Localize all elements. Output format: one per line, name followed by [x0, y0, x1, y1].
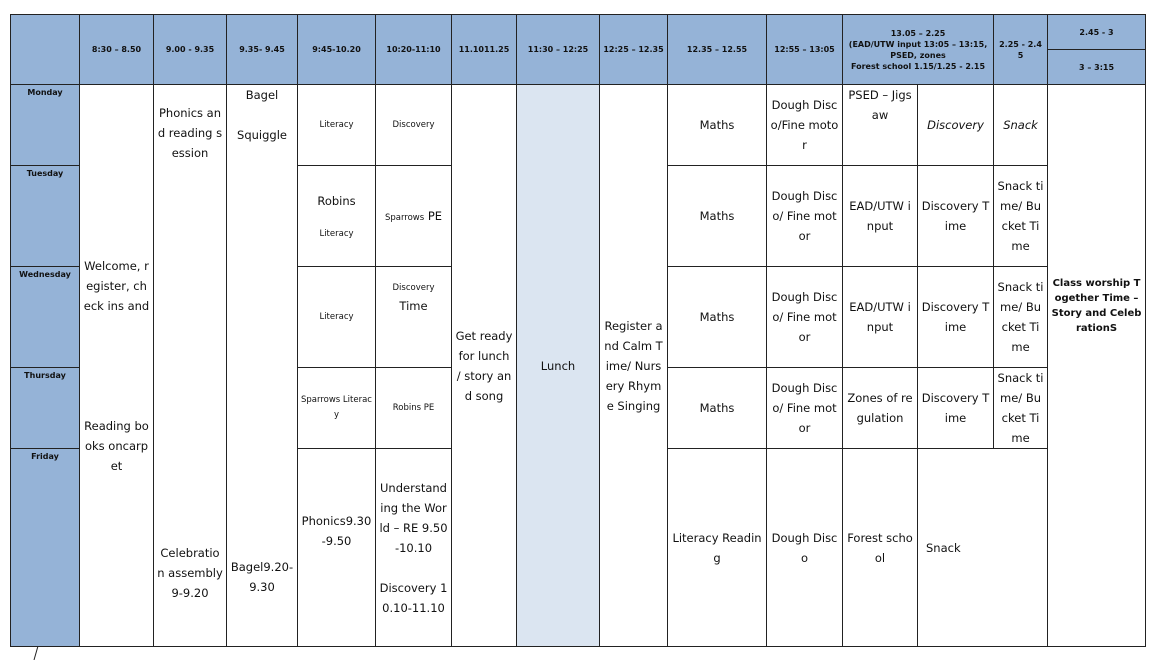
header-time-9: 12.35 – 12.55: [668, 15, 767, 85]
header-time-11-line-3: PSED, zones: [890, 50, 946, 60]
worship-text: Class worship Together Time – Story and CelebrationS: [1051, 277, 1142, 334]
header-time-11-line-4: Forest school 1.15/1.25 - 2.15: [850, 61, 986, 71]
tue-pe: PE: [427, 209, 443, 223]
day-tuesday: Tuesday: [11, 166, 80, 267]
bagel-text: Bagel: [245, 88, 279, 102]
bagel-time-text: Bagel9.20-9.30: [230, 560, 294, 594]
wed-discovery: Discovery: [392, 283, 435, 293]
fri-literacy-reading: Literacy Reading: [668, 449, 767, 647]
fri-dough-disco: Dough Disco: [767, 449, 843, 647]
tue-dough-disco: Dough Disco/ Fine motor: [767, 166, 843, 267]
lunch-cell: Lunch: [517, 85, 600, 647]
wed-dough-disco: Dough Disco/ Fine motor: [767, 267, 843, 368]
tue-sparrows: Sparrows: [384, 213, 425, 223]
wed-time: Time: [399, 299, 428, 313]
fri-utw-cell: [376, 449, 452, 647]
wed-discovery-cell: [376, 267, 452, 368]
wed-ead-utw: EAD/UTW input: [843, 267, 918, 368]
header-time-1: 8:30 – 8.50: [80, 15, 154, 85]
timetable: [10, 14, 1146, 647]
phonics-column: [154, 85, 227, 647]
header-corner: [11, 15, 80, 85]
squiggle-text: Squiggle: [237, 128, 287, 142]
header-time-13a: 2.45 - 3: [1048, 15, 1146, 50]
day-friday: Friday: [11, 449, 80, 647]
mon-discovery: Discovery: [376, 85, 452, 166]
mon-psed: PSED – Jigsaw: [843, 85, 918, 166]
mon-snack: Snack: [994, 85, 1048, 166]
header-time-11: [843, 15, 994, 85]
header-time-10: 12:55 – 13:05: [767, 15, 843, 85]
header-time-11-line-1: 13.05 – 2.25: [890, 28, 946, 38]
thu-snack-bucket: Snack time/ Bucket Time: [994, 368, 1048, 449]
fri-phonics-cell: [298, 449, 376, 647]
get-ready-cell: Get ready for lunch / story and song: [452, 85, 517, 647]
thu-sparrows-literacy: Sparrows Literacy: [298, 368, 376, 449]
thu-maths: Maths: [668, 368, 767, 449]
celebration-assembly-text: Celebration assembly 9-9.20: [157, 546, 223, 600]
thu-dough-disco: Dough Disco/ Fine motor: [767, 368, 843, 449]
fri-discovery: Discovery 10.10-11.10: [379, 580, 448, 615]
tue-robins: Robins: [317, 193, 356, 208]
thu-robins-pe: Robins PE: [376, 368, 452, 449]
tue-discovery-time: Discovery Time: [918, 166, 994, 267]
mon-literacy: Literacy: [298, 85, 376, 166]
tue-literacy: Literacy: [319, 228, 354, 239]
register-calm-cell: Register and Calm Time/ Nursery Rhyme Singing: [600, 85, 668, 647]
worship-cell: [1048, 85, 1146, 647]
mon-maths: Maths: [668, 85, 767, 166]
mon-discovery-afternoon: Discovery: [918, 85, 994, 166]
tue-ead-utw: EAD/UTW input: [843, 166, 918, 267]
header-time-2: 9.00 - 9.35: [154, 15, 227, 85]
phonics-session-text: Phonics and reading session: [157, 106, 223, 160]
welcome-text: Welcome, register, check ins and: [83, 258, 150, 313]
reading-books-text: Reading books oncarpet: [84, 418, 149, 473]
fri-phonics: Phonics9.30-9.50: [301, 513, 372, 548]
header-time-11-line-2: (EAD/UTW input 13:05 – 13:15,: [848, 39, 988, 49]
welcome-cell: [80, 85, 154, 647]
bagel-column: [227, 85, 298, 647]
header-time-6: 11.1011.25: [452, 15, 517, 85]
wed-snack-bucket: Snack time/ Bucket Time: [994, 267, 1048, 368]
day-thursday: Thursday: [11, 368, 80, 449]
tue-maths: Maths: [668, 166, 767, 267]
wed-maths: Maths: [668, 267, 767, 368]
header-time-7: 11:30 – 12:25: [517, 15, 600, 85]
fri-snack: Snack: [918, 449, 1048, 647]
tue-pe-cell: [376, 166, 452, 267]
header-time-4: 9:45-10.20: [298, 15, 376, 85]
mon-dough-disco: Dough Disco/Fine motor: [767, 85, 843, 166]
thu-zones: Zones of regulation: [843, 368, 918, 449]
header-time-3: 9.35- 9.45: [227, 15, 298, 85]
header-time-12: 2.25 - 2.45: [994, 15, 1048, 85]
header-time-13b: 3 – 3:15: [1048, 50, 1146, 85]
fri-forest-school: Forest school: [843, 449, 918, 647]
tue-literacy-cell: [298, 166, 376, 267]
day-monday: Monday: [11, 85, 80, 166]
tue-snack-bucket: Snack time/ Bucket Time: [994, 166, 1048, 267]
day-wednesday: Wednesday: [11, 267, 80, 368]
header-time-5: 10:20-11:10: [376, 15, 452, 85]
fri-utw: Understanding the World – RE 9.50-10.10: [379, 480, 448, 555]
wed-literacy: Literacy: [298, 267, 376, 368]
page-corner-mark: [33, 646, 39, 660]
header-time-8: 12:25 – 12.35: [600, 15, 668, 85]
thu-discovery-time: Discovery Time: [918, 368, 994, 449]
wed-discovery-time: Discovery Time: [918, 267, 994, 368]
